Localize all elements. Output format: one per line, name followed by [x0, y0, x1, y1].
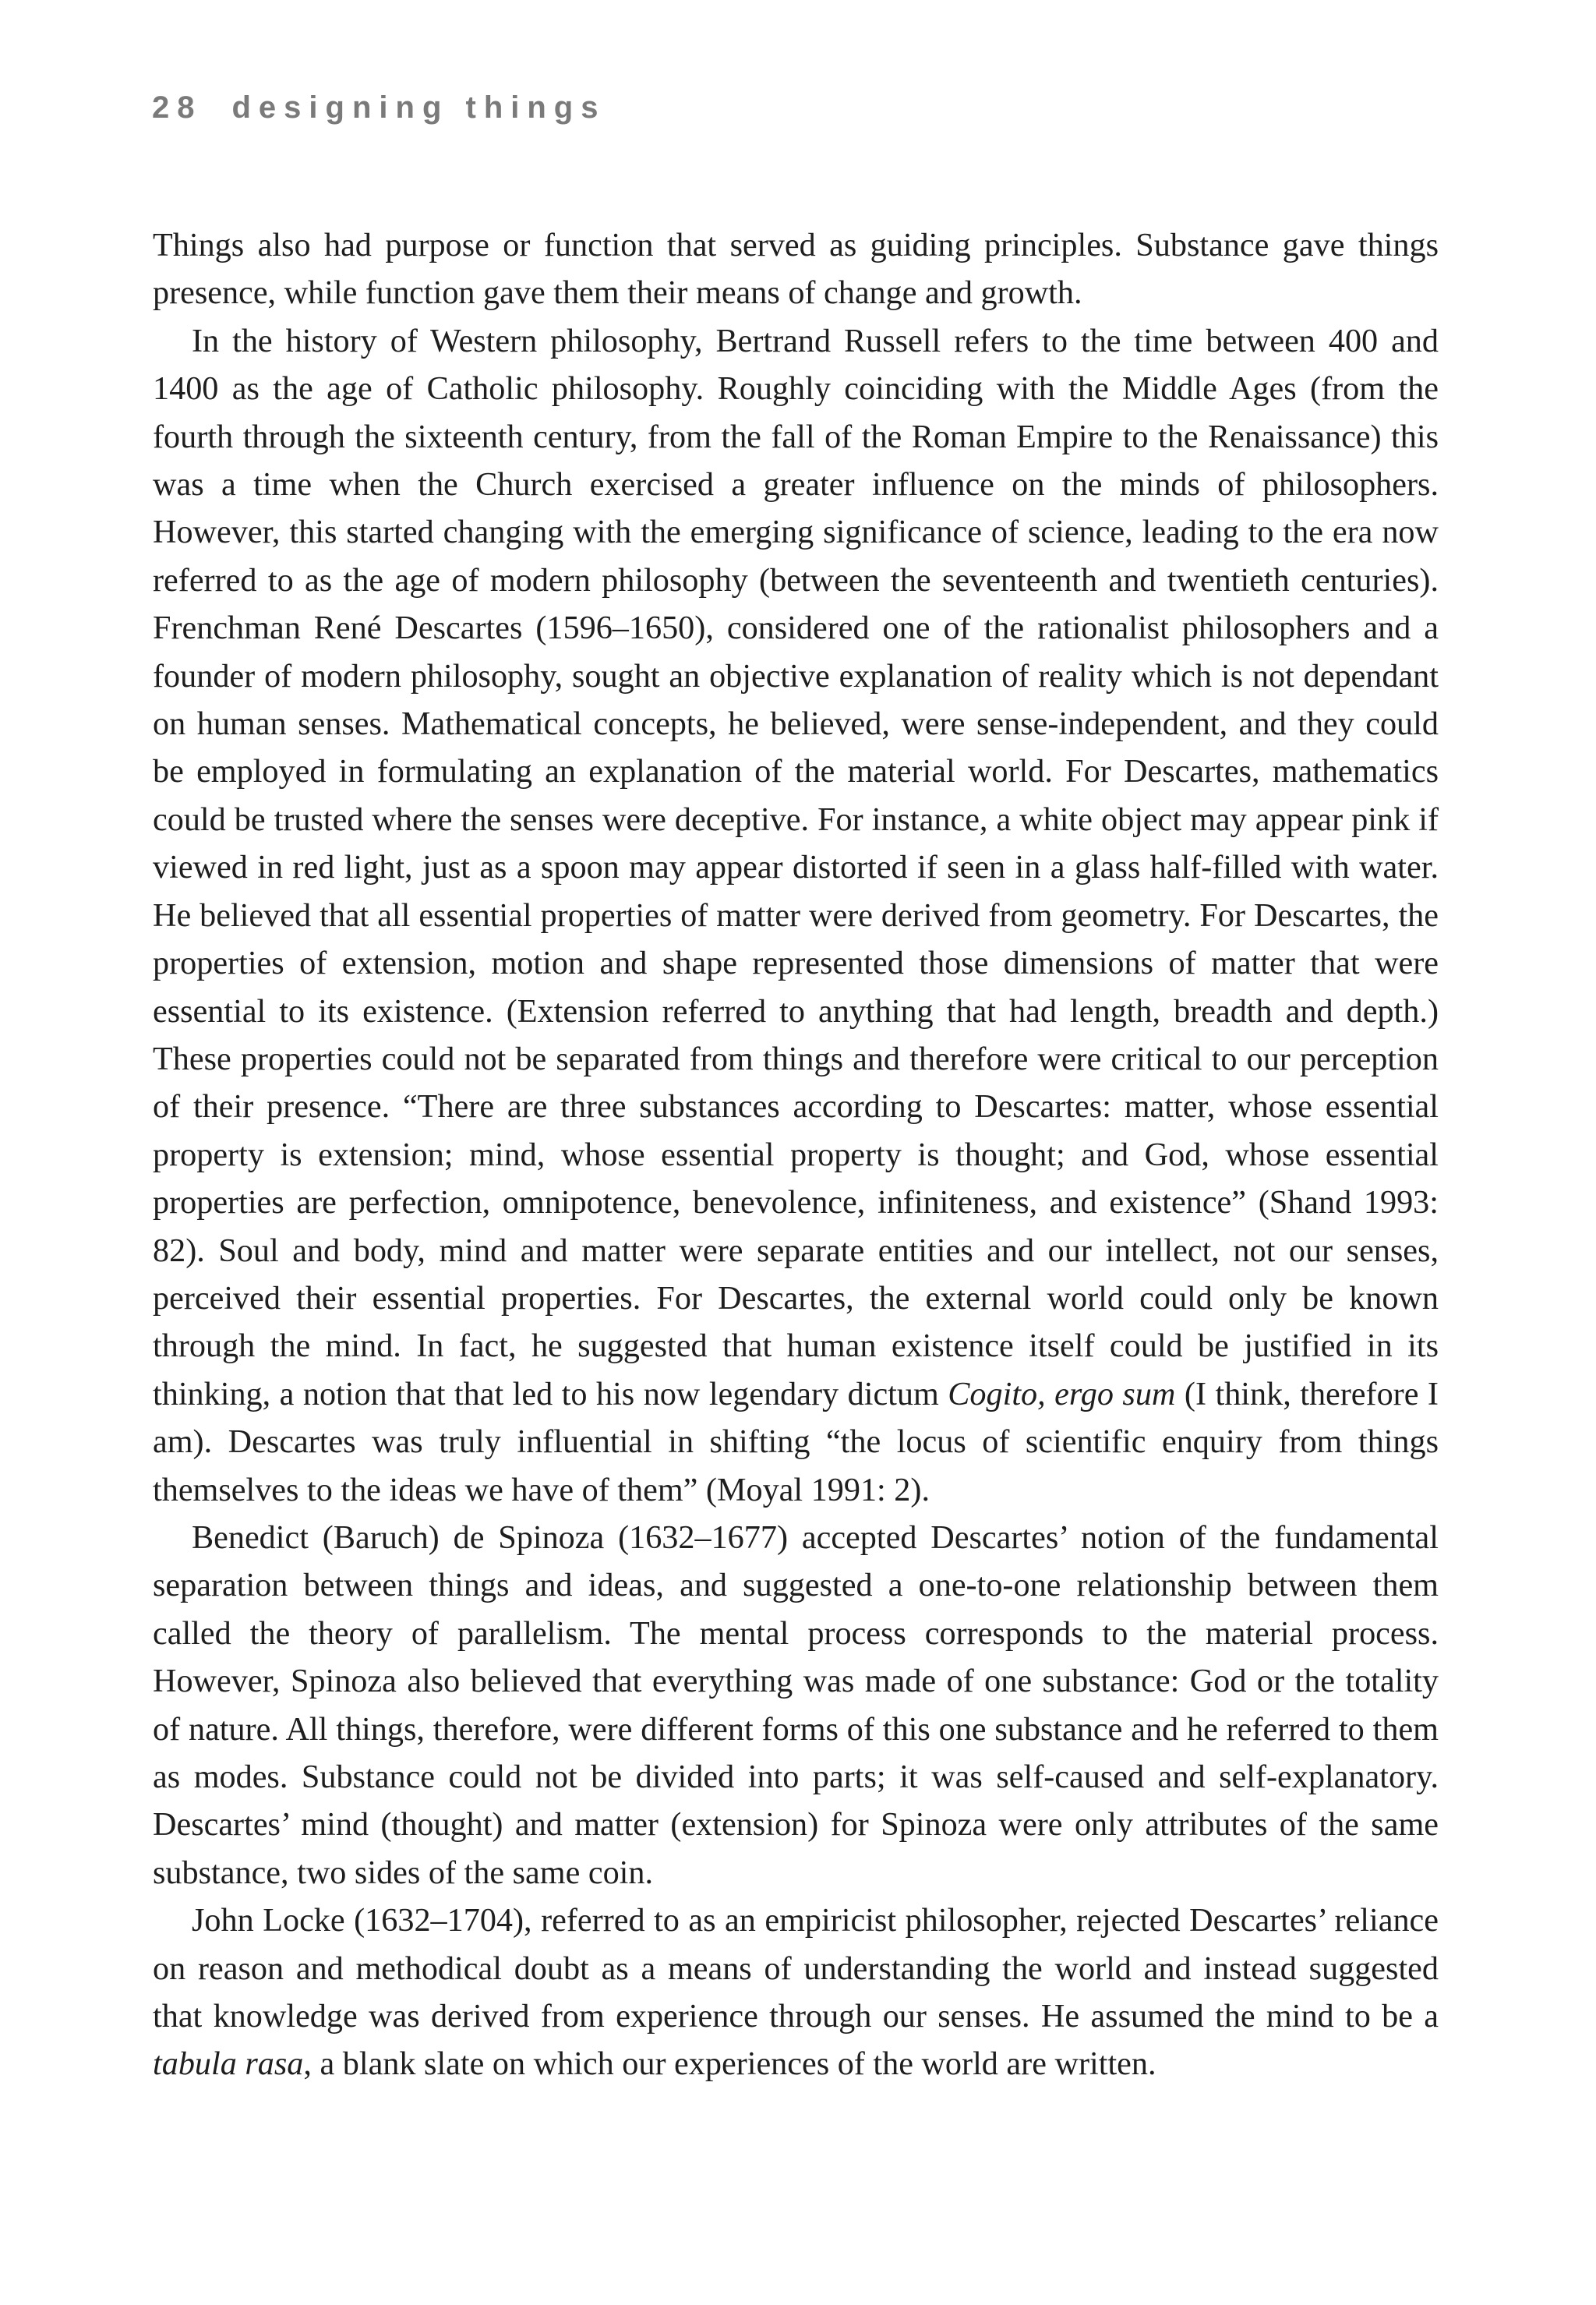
- running-title: designing things: [231, 90, 606, 125]
- paragraph-continuation: [153, 221, 1439, 317]
- text-run: Things also had purpose or function that served as guiding principles. Substance gave things presence, while function gave them their means of change and growth.: [153, 227, 1439, 312]
- paragraph-locke: [153, 1897, 1439, 2088]
- text-run: , a blank slate on which our experiences of the world are written.: [303, 2045, 1156, 2083]
- paragraph-descartes: [153, 317, 1439, 1514]
- text-run: John Locke (1632–1704), referred to as an empiricist philosopher, rejected Descartes’ reliance on reason and methodical doubt as a means of understanding the world and instead suggested that knowledge was derived from experience through our senses. He assumed the mind to be a: [153, 1902, 1439, 2035]
- text-run: In the history of Western philosophy, Bertrand Russell refers to the time between 400 and 1400 as the age of Catholic philosophy. Roughly coinciding with the Middle Ages (from the fourth through the sixteenth century, from the fall of the Roman Empire to the Renaissance) this was a time when the Church exercised a greater influence on the minds of philosophers. However, this started changing with the emerging significance of science, leading to the era now referred to as the age of modern philosophy (between the seventeenth and twentieth centuries). Frenchman René Descartes (1596–1650), considered one of the rationalist philosophers and a founder of modern philosophy, sought an objective explanation of reality which is not dependant on human senses. Mathematical concepts, he believed, were sense-independent, and they could be employed in formulating an explanation of the material world. For Descartes, mathematics could be trusted where the senses were deceptive. For instance, a white object may appear pink if viewed in red light, just as a spoon may appear distorted if seen in a glass half-filled with water. He believed that all essential properties of matter were derived from geometry. For Descartes, the properties of extension, motion and shape represented those dimensions of matter that were essential to its existence. (Extension referred to anything that had length, breadth and depth.) These properties could not be separated from things and therefore were critical to our perception of their presence. “There are three substances according to Descartes: matter, whose essential property is extension; mind, whose essential property is thought; and God, whose essential properties are perfection, omnipotence, benevolence, infiniteness, and existence” (Shand 1993: 82). Soul and body, mind and matter were separate entities and our intellect, not our senses, perceived their essential properties. For Descartes, the external world could only be known through the mind. In fact, he suggested that human existence itself could be justified in its thinking, a notion that that led to his now legendary dictum: [153, 322, 1439, 1412]
- body-text: [153, 221, 1439, 2088]
- italic-term: tabula rasa: [153, 2045, 304, 2083]
- text-run: (I think, therefore I am). Descartes was truly influential in shifting “the locus of scientific enquiry from things themselves to the ideas we have of them” (Moyal 1991: 2).: [153, 1375, 1439, 1508]
- italic-dictum: Cogito, ergo sum: [948, 1375, 1176, 1412]
- text-run: Benedict (Baruch) de Spinoza (1632–1677) accepted Descartes’ notion of the fundamental separation between things and ideas, and suggested a one-to-one relationship between them called the theory of parallelism. The mental process corresponds to the material process. However, Spinoza also believed that everything was made of one substance: God or the totality of nature. All things, therefore, were different forms of this one substance and he referred to them as modes. Substance could not be divided into parts; it was self-caused and self-explanatory. Descartes’ mind (thought) and matter (extension) for Spinoza were only attributes of the same substance, two sides of the same coin.: [153, 1518, 1439, 1891]
- running-header: [152, 92, 606, 123]
- page-number: 28: [152, 90, 203, 125]
- paragraph-spinoza: [153, 1514, 1439, 1897]
